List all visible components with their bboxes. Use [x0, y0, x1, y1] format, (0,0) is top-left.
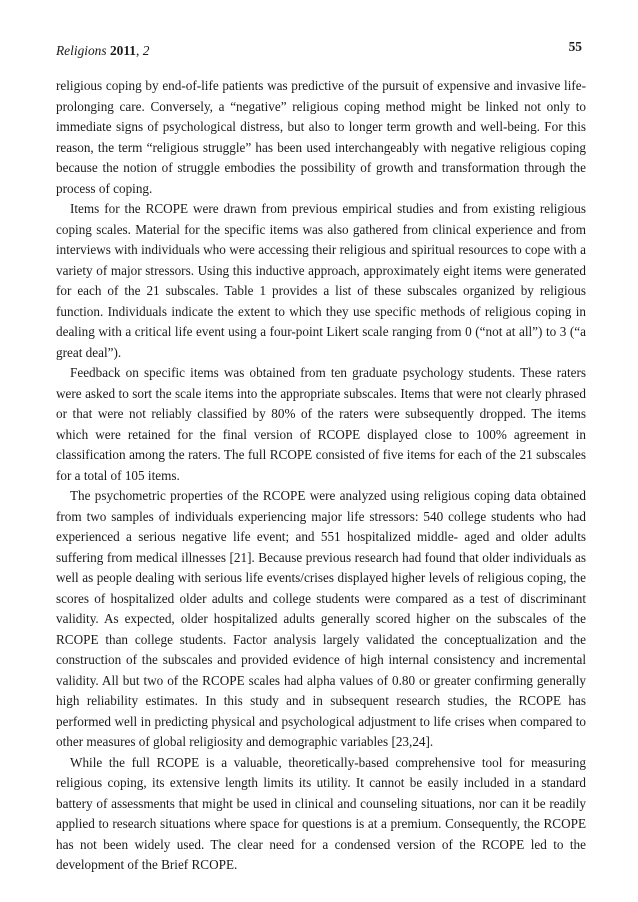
journal-year: 2011 [109, 43, 136, 58]
body-text [56, 76, 586, 876]
paragraph-limitations: While the full RCOPE is a valuable, theoretically-based comprehensive tool for measuring religious coping, its extensive length limits its utility. It cannot be easily included in a standard battery of assessments that might be used in clinical and counseling situations, nor can it be readily applied to research situations where space for questions is at a premium. Consequently, the RCOPE has not been widely used. The clear need for a condensed version of the RCOPE led to the development of the Brief RCOPE. [56, 754, 586, 872]
page-number: 55 [568, 39, 582, 54]
journal-citation [56, 43, 149, 59]
paragraph-psychometric: The psychometric properties of the RCOPE were analyzed using religious coping data obtained from two samples of individuals experiencing major life stressors: 540 college students who had experienced a serious negative life event; and 551 hospitalized middle- aged and older adults suffering from medical illnesses [21]. Because previous research had found that older individuals as well as people dealing with serious life events/crises displayed higher levels of religious coping, the scores of hospitalized older adults and college students were compared as a test of discriminant validity. As expected, older hospitalized adults generally scored higher on the subscales of the RCOPE than college students. Factor analysis largely validated the conceptualization and the construction of the subscales and provided evidence of high internal consistency and incremental validity. All but two of the RCOPE scales had alpha values of 0.80 or greater confirming generally high reliability estimates. In this study and in subsequent research studies, the RCOPE has performed well in predicting physical and psychological adjustment to life crises when compared to other measures of global religiosity and demographic variables [23,24]. [56, 488, 586, 749]
citation-separator: , [136, 43, 143, 58]
journal-volume: 2 [142, 43, 150, 58]
paragraph-feedback: Feedback on specific items was obtained from ten graduate psychology students. These raters were asked to sort the scale items into the appropriate subscales. Items that were not clearly phrased or that were not reliably classified by 80% of the raters were subsequently dropped. The items which were retained for the final version of RCOPE displayed close to 100% agreement in classification among the raters. The full RCOPE consisted of five items for each of the 21 subscales for a total of 105 items. [56, 365, 586, 483]
paragraph-rcope-items: Items for the RCOPE were drawn from previous empirical studies and from existing religious coping scales. Material for the specific items was also gathered from clinical experience and from interviews with individuals who were accessing their religious and spiritual resources to cope with a variety of major stressors. Using this inductive approach, approximately eight items were generated for each of the 21 subscales. Table 1 provides a list of these subscales organized by religious function. Individuals indicate the extent to which they use specific methods of religious coping in dealing with a critical life event using a four-point Likert scale ranging from 0 (“not at all”) to 3 (“a great deal”). [56, 201, 586, 360]
journal-name: Religions [56, 43, 107, 58]
running-header [56, 39, 582, 63]
paragraph-continuation: religious coping by end-of-life patients was predictive of the pursuit of expensive and invasive life-prolonging care. Conversely, a “negative” religious coping method might be linked not only to immediate signs of psychological distress, but also to longer term growth and well-being. For this reason, the term “religious struggle” has been used interchangeably with negative religious coping because the notion of struggle embodies the possibility of growth and transformation through the process of coping. [56, 78, 586, 196]
